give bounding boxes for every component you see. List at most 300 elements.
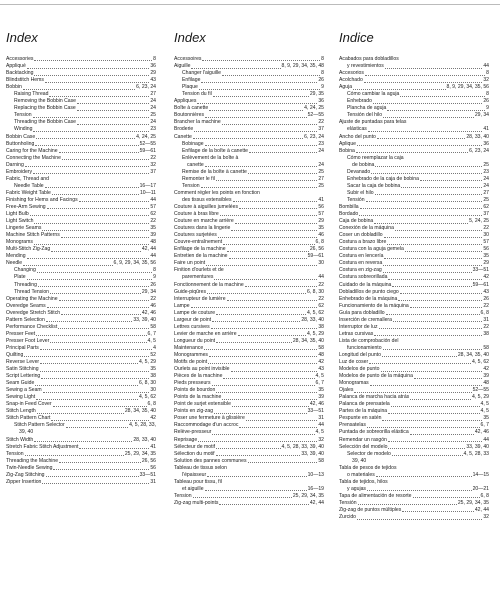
entry-page-numbers: 32 <box>483 514 489 521</box>
entry-page-numbers: 23 <box>483 168 489 175</box>
index-entry <box>339 401 489 408</box>
entry-term: Machine Stitch Patterns <box>6 232 60 239</box>
dot-leader <box>66 427 128 428</box>
dot-leader <box>204 349 317 350</box>
dot-leader <box>357 145 482 146</box>
dot-leader <box>360 208 483 209</box>
dot-leader <box>410 307 483 308</box>
index-entry <box>174 359 324 366</box>
entry-page-numbers: 6, 23, 24 <box>469 147 489 154</box>
entry-term: Threading <box>14 281 37 288</box>
index-entry <box>339 148 489 155</box>
entry-page-numbers: 23 <box>318 140 324 147</box>
dot-leader <box>400 96 485 97</box>
entry-term: Interrupteur de lumière <box>174 295 226 302</box>
entry-term: Luz de coser <box>339 359 369 366</box>
entry-term: Monogramas <box>339 380 369 387</box>
dot-leader <box>382 420 482 421</box>
dot-leader <box>47 208 150 209</box>
index-entry <box>339 267 489 274</box>
entry-page-numbers: 8 <box>486 70 489 77</box>
entry-term: y revestimientos <box>347 63 384 70</box>
entry-term: Overedge Seams <box>6 302 46 309</box>
entry-term: Connecting the Machine <box>6 154 61 161</box>
index-entry <box>6 387 156 394</box>
index-column-english <box>6 30 156 486</box>
dot-leader <box>400 293 483 294</box>
dot-leader <box>79 201 150 202</box>
index-entry <box>339 204 489 211</box>
entry-term: Stitch Width <box>6 436 34 443</box>
entry-term: Bobinage <box>182 140 204 147</box>
dot-leader <box>207 293 306 294</box>
entry-page-numbers: 6, 7 <box>480 422 489 429</box>
entry-term: Tableau pour tissu, fil <box>174 478 222 485</box>
entry-page-numbers: 30 <box>483 232 489 239</box>
index-entry <box>174 56 324 63</box>
index-entry <box>174 162 324 169</box>
dot-leader <box>45 82 149 83</box>
entry-term: Bobina <box>339 147 355 154</box>
entry-page-numbers: 57 <box>483 239 489 246</box>
entry-page-numbers: 30 <box>150 387 156 394</box>
dot-leader <box>209 356 317 357</box>
dot-leader <box>193 497 292 498</box>
entry-page-numbers: 42 <box>483 274 489 281</box>
index-entry <box>339 218 489 225</box>
index-entry <box>174 408 324 415</box>
entry-term: Inserción de cremallera <box>339 316 392 323</box>
entry-page-numbers: 58 <box>483 344 489 351</box>
entry-term: parementures <box>182 274 214 281</box>
index-entry <box>339 126 489 133</box>
entry-term: Darning <box>6 161 24 168</box>
entry-term: Palanca de prensatela <box>339 401 390 408</box>
dot-leader <box>398 300 482 301</box>
entry-term: Points de bourdon <box>174 387 216 394</box>
index-entry <box>339 422 489 429</box>
entry-term: Selector de modelo <box>347 450 391 457</box>
entry-term: Points en zig-zag <box>174 408 214 415</box>
entry-page-numbers: 4, 24, 25 <box>136 133 156 140</box>
entry-term: Tension <box>14 112 32 119</box>
dot-leader <box>392 455 463 456</box>
entry-term: Tableau de tissus selon <box>174 464 227 471</box>
entry-term: Accessoires <box>174 56 202 62</box>
entry-term: Costura sobreorillada <box>339 274 388 281</box>
index-entry <box>174 148 324 155</box>
entry-term: Bordado <box>339 211 359 218</box>
index-entry <box>174 352 324 359</box>
entry-term: Sewing a Seam <box>6 387 42 394</box>
entry-page-numbers: 4, 5, 28, 33, 39, 40 <box>281 443 324 450</box>
entry-term: Motifs de point <box>174 359 208 366</box>
dot-leader <box>374 335 482 336</box>
dot-leader <box>79 448 149 449</box>
index-entry <box>174 84 324 91</box>
entry-term: Presser Foot Lever <box>6 337 50 344</box>
index-entry <box>339 274 489 281</box>
index-entry <box>174 472 324 479</box>
index-entry <box>174 366 324 373</box>
index-entry <box>174 486 324 493</box>
dot-leader <box>391 406 480 407</box>
entry-term: Lista de comprobación del <box>339 337 399 344</box>
entry-term: Aiguille <box>174 63 191 70</box>
entry-page-numbers: 35 <box>150 366 156 373</box>
entry-term: Snap-in Feed Cover <box>6 401 52 408</box>
entry-page-numbers: 39 <box>483 373 489 380</box>
entry-term: Ajuste de puntadas para telas <box>339 119 407 126</box>
dot-leader <box>42 483 149 484</box>
index-entry <box>339 352 489 359</box>
entry-page-numbers: 4, 5 <box>315 429 324 436</box>
index-entry <box>339 415 489 422</box>
dot-leader <box>33 131 149 132</box>
index-entry <box>174 169 324 176</box>
dot-leader <box>388 413 479 414</box>
entry-term: Acolchado <box>339 77 363 84</box>
index-entry <box>339 472 489 479</box>
entry-term: Pièces de la machine <box>174 373 223 380</box>
dot-leader <box>207 476 306 477</box>
dot-leader <box>59 462 141 463</box>
index-entry <box>339 429 489 436</box>
entry-page-numbers: 56 <box>150 464 156 471</box>
entry-term: Maintenance <box>174 344 204 351</box>
dot-leader <box>384 237 483 238</box>
entry-page-numbers: 22 <box>318 119 324 126</box>
dot-leader <box>47 307 150 308</box>
entry-page-numbers: 8 <box>486 91 489 98</box>
dot-leader <box>24 356 149 357</box>
entry-page-numbers: 59—61 <box>472 281 489 288</box>
entry-term: Guide-piqûres <box>174 288 206 295</box>
entry-page-numbers: 58 <box>318 457 324 464</box>
entry-page-numbers: 42 <box>483 366 489 373</box>
index-entry <box>6 429 156 436</box>
index-entry <box>339 458 489 465</box>
dot-leader <box>46 476 139 477</box>
entry-page-numbers: 35 <box>318 225 324 232</box>
index-entry <box>174 444 324 451</box>
entry-term: Backtacking <box>6 70 34 77</box>
dot-leader <box>201 187 318 188</box>
index-entry <box>339 479 489 486</box>
entry-page-numbers: 4, 5 <box>480 401 489 408</box>
dot-leader <box>381 371 483 372</box>
index-entry <box>339 324 489 331</box>
entry-page-numbers: 24 <box>483 182 489 189</box>
dot-leader <box>222 75 320 76</box>
entry-page-numbers: 26 <box>318 77 324 84</box>
entry-term: Reverse Lever <box>6 359 40 366</box>
entry-term: Tapa de alimentación de resorte <box>339 492 412 499</box>
index-entry <box>174 112 324 119</box>
entry-page-numbers: 4, 5, 29 <box>472 394 489 401</box>
index-entry <box>6 84 156 91</box>
index-entry <box>6 444 156 451</box>
entry-term: Costura con la aguja gemela <box>339 246 404 253</box>
entry-page-numbers: 16—17 <box>139 182 156 189</box>
entry-page-numbers: 43 <box>150 77 156 84</box>
entry-page-numbers: 29 <box>483 260 489 267</box>
dot-leader <box>40 363 138 364</box>
index-entry <box>174 338 324 345</box>
entry-term: Stitch Length <box>6 408 36 415</box>
entry-term: Modelos de punto <box>339 366 380 373</box>
dot-leader <box>238 335 306 336</box>
dot-leader <box>395 230 482 231</box>
dot-leader <box>367 427 480 428</box>
entry-term: Acabados para dobladillos <box>339 56 399 62</box>
entry-term: Ourlets au point invisible <box>174 366 230 373</box>
entry-page-numbers: 31 <box>318 415 324 422</box>
dot-leader <box>235 223 318 224</box>
entry-page-numbers: 6, 23, 24 <box>136 84 156 91</box>
dot-leader <box>220 215 318 216</box>
dot-leader <box>246 420 318 421</box>
index-entry <box>174 267 324 274</box>
index-entry <box>174 394 324 401</box>
index-entry <box>339 260 489 267</box>
entry-page-numbers: 22 <box>483 323 489 330</box>
entry-page-numbers: 41 <box>318 196 324 203</box>
entry-term: et aiguille <box>182 485 204 492</box>
index-entry <box>6 239 156 246</box>
entry-term: Mending <box>6 253 26 260</box>
entry-page-numbers: 29, 34 <box>474 112 489 119</box>
entry-page-numbers: 6, 7 <box>147 330 156 337</box>
dot-leader <box>34 223 149 224</box>
index-entry <box>174 183 324 190</box>
dot-leader <box>198 441 317 442</box>
dot-leader <box>61 237 150 238</box>
dot-leader <box>402 511 474 512</box>
index-entry <box>174 429 324 436</box>
entry-term: 39, 40 <box>19 429 34 436</box>
dot-leader <box>52 194 139 195</box>
entry-term: Raising Thread <box>14 91 49 98</box>
index-entry <box>6 162 156 169</box>
index-entry <box>174 155 324 162</box>
index-entry <box>174 493 324 500</box>
index-entry <box>174 126 324 133</box>
entry-term: Lingerie Seams <box>6 225 42 232</box>
dot-leader <box>377 138 466 139</box>
entry-page-numbers: 4, 5, 28, 33 <box>463 450 489 457</box>
entry-term: Pattern Selection <box>6 316 45 323</box>
entry-page-numbers: 42, 44 <box>309 499 324 506</box>
entry-term: Caja de bobina <box>339 218 374 225</box>
dot-leader <box>27 68 150 69</box>
dot-leader <box>368 131 483 132</box>
entry-term: Coser un dobladillo <box>339 232 383 239</box>
entry-term: Sélecteur de motif <box>174 443 216 450</box>
entry-page-numbers: 41 <box>483 126 489 133</box>
dot-leader <box>212 321 300 322</box>
index-entry <box>174 105 324 112</box>
entry-term: Boutonnières <box>174 112 205 119</box>
dot-leader <box>194 131 317 132</box>
entry-term: Enfilage de la boîte à canette <box>182 147 248 154</box>
entry-term: Seam Guide <box>6 380 35 387</box>
index-entry <box>6 105 156 112</box>
entry-term: Accessories <box>6 56 34 62</box>
entry-term: Monograms <box>6 239 33 246</box>
index-entry <box>339 387 489 394</box>
index-entry <box>174 422 324 429</box>
entry-term: Thread Tension <box>14 288 50 295</box>
dot-leader <box>359 215 482 216</box>
index-column-spanish <box>339 30 489 521</box>
index-entry <box>174 331 324 338</box>
index-entry <box>339 91 489 98</box>
dot-leader <box>33 117 150 118</box>
dot-leader <box>216 455 301 456</box>
entry-term: Remendar un rasgón <box>339 436 387 443</box>
entry-page-numbers: 8 <box>321 70 324 77</box>
dot-leader <box>233 201 318 202</box>
entry-term: Accesorios <box>339 70 364 77</box>
entry-term: Lampe <box>174 302 190 309</box>
dot-leader <box>216 448 280 449</box>
entry-term: Aguja <box>339 84 353 91</box>
index-entry <box>6 324 156 331</box>
entry-page-numbers: 41 <box>150 443 156 450</box>
index-entry <box>6 437 156 444</box>
entry-term: Pespunte en satén <box>339 415 382 422</box>
entry-term: Cómo cambiar la aguja <box>347 91 400 98</box>
entry-page-numbers: 22 <box>150 295 156 302</box>
index-entry <box>339 303 489 310</box>
entry-page-numbers: 48 <box>150 239 156 246</box>
dot-leader <box>201 82 317 83</box>
entry-page-numbers: 25 <box>483 196 489 203</box>
dot-leader <box>388 279 482 280</box>
index-entry <box>6 352 156 359</box>
entry-page-numbers: 35 <box>150 225 156 232</box>
entry-page-numbers: 29, 35 <box>309 91 324 98</box>
index-heading: Indice <box>339 30 374 45</box>
entry-term: Tabla de pesos de tejidos <box>339 464 397 471</box>
entry-page-numbers: 22 <box>483 302 489 309</box>
entry-term: Entretien de la machine <box>174 253 228 260</box>
dot-leader <box>35 145 138 146</box>
index-entry <box>174 70 324 77</box>
dot-leader <box>40 349 152 350</box>
entry-page-numbers: 6, 8 <box>315 239 324 246</box>
entry-term: l'épaisseur <box>182 471 207 478</box>
entry-page-numbers: 8 <box>153 267 156 274</box>
index-entry <box>174 310 324 317</box>
entry-term: Selección del modelo <box>339 443 388 450</box>
dot-leader <box>23 265 112 266</box>
dot-leader <box>223 244 314 245</box>
entry-term: Letras cursivas <box>339 330 374 337</box>
dot-leader <box>373 103 482 104</box>
index-entry <box>6 451 156 458</box>
index-entry <box>174 387 324 394</box>
dot-leader <box>388 441 482 442</box>
entry-term: Cómo reemplazar la caja <box>347 154 404 161</box>
entry-page-numbers: 6, 8, 30 <box>307 288 324 295</box>
index-entry <box>339 176 489 183</box>
index-entries <box>6 56 156 486</box>
entry-term: Zig-zag de puntos múltiples <box>339 507 402 513</box>
entry-page-numbers: 22 <box>150 154 156 161</box>
entry-term: Levier de marche en arrière <box>174 330 237 337</box>
entry-page-numbers: 52 <box>150 351 156 358</box>
dot-leader <box>208 363 317 364</box>
entry-page-numbers: 28, 33, 40 <box>133 436 156 443</box>
entry-term: elásticas <box>347 126 367 133</box>
dot-leader <box>222 124 318 125</box>
index-entry <box>339 486 489 493</box>
entry-page-numbers: 24 <box>318 161 324 168</box>
entry-term: Fabric Weight Table <box>6 189 51 196</box>
index-entry <box>6 141 156 148</box>
entry-term: Costura en zig-zag <box>339 267 382 274</box>
dot-leader <box>50 293 141 294</box>
entry-term: Lampe de couture <box>174 309 216 316</box>
entry-term: Aplique <box>339 140 356 147</box>
entry-term: Tension du fil <box>182 91 212 98</box>
entry-term: Enlèvement de la boîte à <box>182 154 239 161</box>
dot-leader <box>231 371 318 372</box>
index-entry <box>339 134 489 141</box>
index-entry <box>6 415 156 422</box>
dot-leader <box>245 286 318 287</box>
entry-page-numbers: 25 <box>318 168 324 175</box>
index-entries <box>174 56 324 507</box>
entry-page-numbers: 8, 9, 29, 34, 35, 56 <box>446 84 489 91</box>
dot-leader <box>53 406 147 407</box>
entry-term: Zig-zag multi-points <box>174 499 219 506</box>
entry-term: Dobladillos de punto ciego <box>339 288 399 295</box>
dot-leader <box>227 251 309 252</box>
index-entry <box>339 112 489 119</box>
entry-term: Zurcido <box>339 514 356 521</box>
entry-term: Light Switch <box>6 218 34 225</box>
dot-leader <box>401 187 482 188</box>
entry-page-numbers: 42 <box>318 359 324 366</box>
entry-page-numbers: 52—55 <box>472 387 489 394</box>
entry-term: Enhebrado <box>347 98 372 105</box>
entry-page-numbers: 39 <box>150 232 156 239</box>
dot-leader <box>34 441 132 442</box>
index-entry <box>6 63 156 70</box>
index-entry <box>339 296 489 303</box>
entry-page-numbers: 24 <box>318 147 324 154</box>
index-entry <box>174 458 324 465</box>
index-entry <box>339 331 489 338</box>
entry-term: Tabla de tejidos, hilos <box>339 478 388 485</box>
dot-leader <box>40 371 150 372</box>
index-entry <box>6 56 156 63</box>
dot-leader <box>410 399 471 400</box>
index-entry <box>339 345 489 352</box>
dot-leader <box>27 258 150 259</box>
entry-page-numbers: 25 <box>318 182 324 189</box>
entry-page-numbers: 22 <box>150 218 156 225</box>
index-entry <box>6 232 156 239</box>
index-entry <box>339 514 489 521</box>
entry-term: Couvre-entraînement <box>174 239 223 246</box>
entry-page-numbers: 35 <box>483 253 489 260</box>
entry-page-numbers: 6, 9, 29, 34, 35, 56 <box>113 260 156 267</box>
dot-leader <box>393 321 482 322</box>
